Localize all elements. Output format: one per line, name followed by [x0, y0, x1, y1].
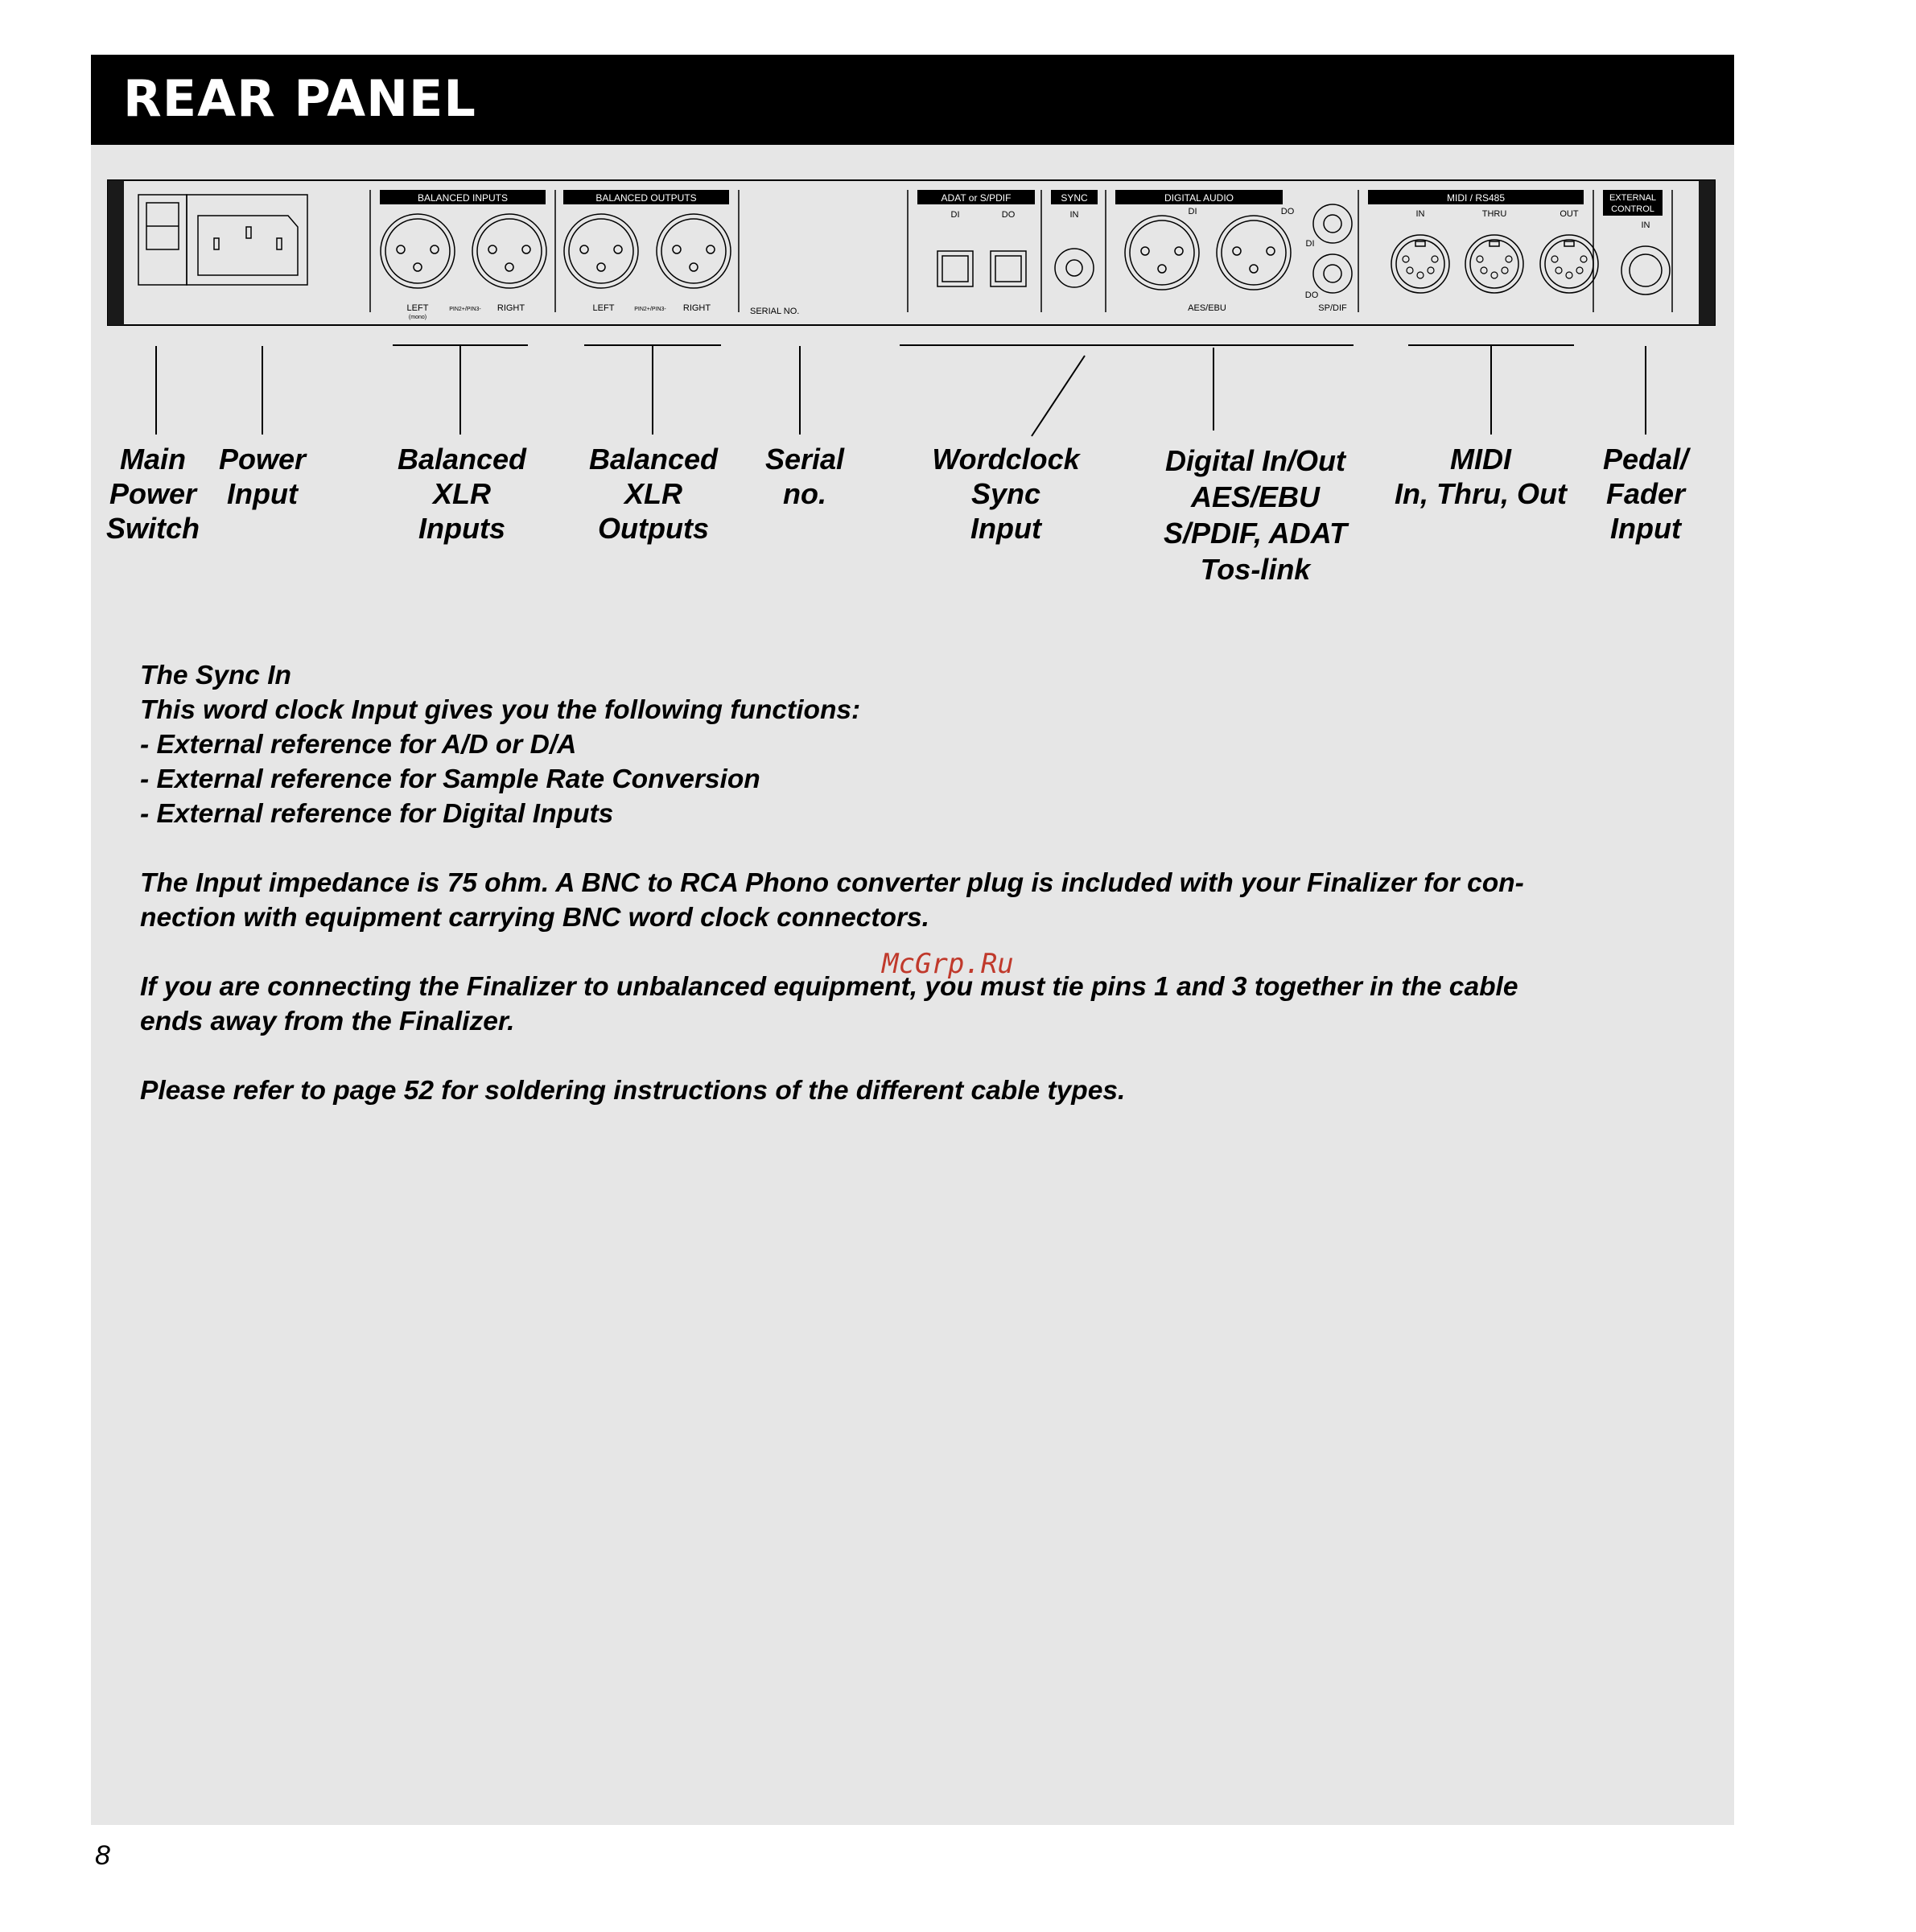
- external-control-label-1: EXTERNAL: [1609, 193, 1657, 203]
- sync-label: SYNC: [1061, 192, 1088, 204]
- input-mono-label: (mono): [408, 315, 427, 320]
- output-left-label: LEFT: [592, 303, 615, 313]
- callout-wordclock-sync-input: Wordclock Sync Input: [932, 443, 1080, 545]
- page-title: REAR PANEL: [123, 69, 476, 128]
- sync-in-label: IN: [1069, 210, 1079, 220]
- adat-spdif-label: ADAT or S/PDIF: [941, 192, 1012, 204]
- callout-balanced-xlr-inputs: Balanced XLR Inputs: [397, 443, 527, 545]
- page-number: 8: [95, 1840, 110, 1871]
- external-in-label: IN: [1641, 220, 1650, 230]
- impedance-paragraph: The Input impedance is 75 ohm. A BNC to RCA Phono converter plug is included with your Finalizer for con- nection with equipment carrying BNC word clock connectors.: [140, 868, 1524, 933]
- spdif-di-label: DI: [1305, 239, 1315, 249]
- aes-ebu-label: AES/EBU: [1188, 303, 1226, 313]
- midi-thru-label: THRU: [1481, 209, 1507, 219]
- aes-di-label: DI: [1188, 207, 1197, 216]
- aes-do-label: DO: [1280, 207, 1295, 216]
- balanced-inputs-label: BALANCED INPUTS: [417, 192, 509, 204]
- sync-heading: The Sync In: [140, 661, 292, 690]
- output-right-label: RIGHT: [682, 303, 711, 313]
- callout-balanced-xlr-outputs: Balanced XLR Outputs: [588, 443, 719, 545]
- callout-pedal-fader-input: Pedal/ Fader Input: [1602, 443, 1689, 545]
- panel-rack-ear-right: [1699, 180, 1715, 325]
- external-control-label-2: CONTROL: [1611, 204, 1654, 214]
- input-left-label: LEFT: [406, 303, 429, 313]
- sync-intro: This word clock Input gives you the following functions:: [140, 695, 861, 725]
- callout-digital-in-out: Digital In/Out AES/EBU S/PDIF, ADAT Tos-link: [1163, 444, 1347, 586]
- callout-leaders: [156, 345, 1646, 436]
- callout-midi: MIDI In, Thru, Out: [1395, 443, 1567, 510]
- callout-main-power-switch: Main Power Switch: [105, 443, 200, 545]
- digital-audio-label: DIGITAL AUDIO: [1164, 192, 1234, 204]
- watermark: McGrp.Ru: [882, 948, 1014, 980]
- midi-in-label: IN: [1415, 209, 1425, 219]
- refer-paragraph: Please refer to page 52 for soldering instructions of the different cable types.: [140, 1076, 1126, 1106]
- callout-power-input: Power Input: [218, 443, 307, 510]
- midi-label: MIDI / RS485: [1446, 192, 1506, 204]
- unbalanced-paragraph: If you are connecting the Finalizer to unbalanced equipment, you must tie pins 1 and 3 together in the cable ends away from the Finalizer.: [140, 972, 1518, 1036]
- callout-serial-no: Serial no.: [764, 443, 845, 510]
- bullet-item: - External reference for Sample Rate Conversion: [140, 764, 760, 794]
- adat-do-label: DO: [1001, 210, 1016, 220]
- adat-di-label: DI: [950, 210, 960, 220]
- bullet-item: - External reference for Digital Inputs: [140, 799, 614, 829]
- input-right-label: RIGHT: [497, 303, 525, 313]
- panel-rack-ear-left: [108, 180, 124, 325]
- output-pin-label: PIN2+/PIN3-: [634, 307, 666, 312]
- spdif-do-label: DO: [1304, 290, 1319, 300]
- balanced-outputs-label: BALANCED OUTPUTS: [595, 192, 697, 204]
- midi-out-label: OUT: [1560, 209, 1579, 219]
- input-pin-label: PIN2+/PIN3-: [449, 307, 481, 312]
- sp-dif-label: SP/DIF: [1318, 303, 1347, 313]
- body-text: [140, 658, 1669, 1143]
- bullet-item: - External reference for A/D or D/A: [140, 730, 577, 760]
- sync-section: [140, 658, 1669, 831]
- serial-no-label: SERIAL NO.: [750, 307, 800, 316]
